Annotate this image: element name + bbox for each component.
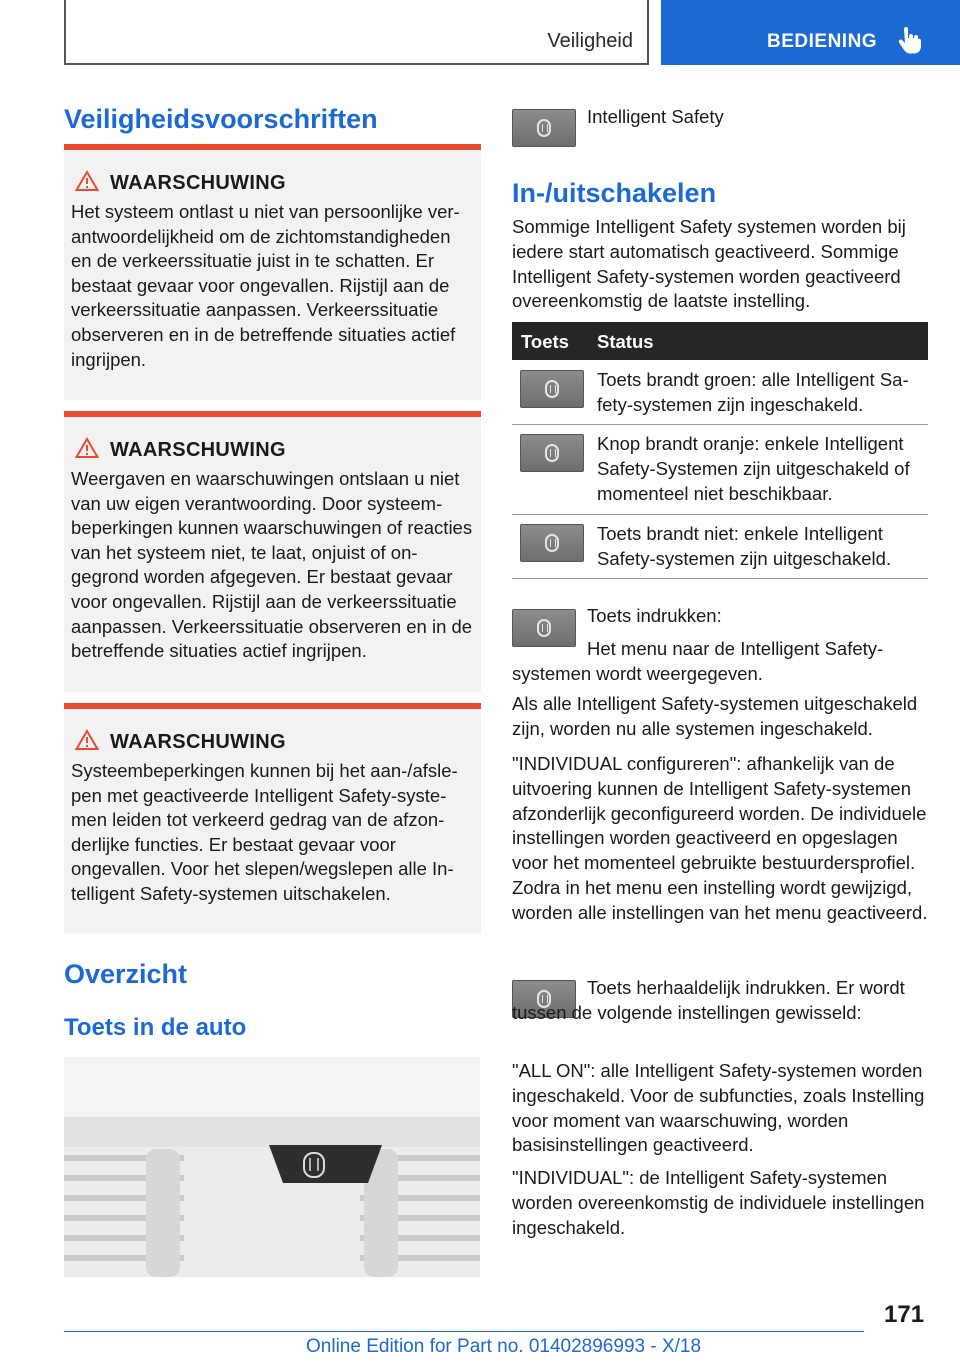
table-header-toets: Toets (521, 331, 569, 352)
header-chapter-tab[interactable] (661, 0, 960, 65)
header-section-box (64, 0, 649, 65)
press-text: Het menu naar de Intelligent Safety-systemen wordt weergegeven. (512, 638, 884, 684)
table-cell-status: Toets brandt groen: alle Intelligent Safety-systemen zijn ingeschakeld. (597, 369, 909, 415)
subsection-title: Toets in de auto (64, 1014, 247, 1041)
intelligent-safety-button-icon (520, 434, 584, 472)
press-title: Toets indrukken: (587, 605, 722, 626)
warning-box-2 (64, 411, 481, 692)
table-row (512, 515, 928, 579)
table-row (512, 425, 928, 515)
header-chapter-label: BEDIENING (767, 31, 878, 52)
warning-label: WAARSCHUWING (110, 439, 286, 461)
warning-box-1 (64, 144, 481, 400)
repeat-text: Toets herhaaldelijk indrukken. Er wordt tussen de volgende instellingen gewisseld: (512, 977, 905, 1023)
footer-divider (64, 1331, 864, 1332)
header-section-title: Veiligheid (547, 30, 633, 52)
warning-triangle-icon (75, 170, 99, 192)
car-button-photo (64, 1057, 480, 1277)
intelligent-safety-button-icon (520, 370, 584, 408)
page-number: 171 (884, 1301, 925, 1328)
intro-paragraph: Sommige Intelligent Safety systemen worden bij iedere start automatisch geactiveerd. Sommige Intelligent Safety-systemen worden geactiveerd overeenkomstig de laatste instelling. (512, 216, 906, 312)
section-title-overview: Overzicht (64, 959, 188, 989)
hand-pointer-icon (898, 27, 922, 55)
footer-edition: Online Edition for Part no. 01402896993 - X/18 (306, 1336, 702, 1357)
paragraph-all-off: Als alle Intelligent Safety-systemen uitgeschakeld zijn, worden nu alle systemen ingeschakeld. (512, 693, 918, 739)
warning-text: Het systeem ontlast u niet van persoonlijke verantwoordelijkheid om de zichtomstandigheden en de verkeerssituatie juist in te schatten. Er bestaat gevaar voor ongevallen. Rijstijl aan de verkeerssituatie aanpassen. Verkeerssituatie observeren en in de betreffende situaties actief ingrijpen. (71, 201, 460, 370)
page-title: Veiligheidsvoorschriften (64, 104, 378, 134)
warning-triangle-icon (75, 729, 99, 751)
warning-triangle-icon (75, 437, 99, 459)
intelligent-safety-button-icon (520, 524, 584, 562)
car-dashboard-illustration (64, 1057, 480, 1277)
warning-text: Systeembeperkingen kunnen bij het aan-/afslepen met geactiveerde Intelligent Safety-systemen leiden tot verkeerd gedrag van de afzonderlijke functies. Er bestaat gevaar voor ongevallen. Voor het slepen/wegslepen alle Intelligent Safety-systemen uitschakelen. (71, 760, 458, 904)
warning-box-3 (64, 703, 481, 933)
warning-text: Weergaven en waarschuwingen ontslaan u niet van uw eigen verantwoording. Door systeembeperkingen kunnen waarschuwingen of reacties van het systeem niet, te laat, onjuist of ongegrond worden afgegeven. Er bestaat gevaar voor ongevallen. Rijstijl aan de verkeerssituatie aanpassen. Verkeerssituatie observeren en in de betreffende situaties actief ingrijpen. (71, 468, 473, 662)
paragraph-all-on: "ALL ON": alle Intelligent Safety-systemen worden ingeschakeld. Voor de subfuncties, zoals Instelling voor moment van waarschuwing, worden basisinstellingen geactiveerd. (512, 1060, 925, 1156)
table-header-status: Status (597, 331, 654, 352)
warning-label: WAARSCHUWING (110, 731, 286, 753)
table-cell-status: Knop brandt oranje: enkele Intelligent Safety-Systemen zijn uitgeschakeld of momenteel niet beschikbaar. (597, 433, 910, 504)
warning-label: WAARSCHUWING (110, 172, 286, 194)
table-header (512, 322, 928, 360)
table-row (512, 361, 928, 425)
paragraph-individual: "INDIVIDUAL": de Intelligent Safety-systemen worden overeenkomstig de individuele instellingen ingeschakeld. (512, 1167, 925, 1238)
table-cell-status: Toets brandt niet: enkele Intelligent Safety-systemen zijn uitgeschakeld. (597, 523, 892, 569)
button-caption: Intelligent Safety (587, 106, 724, 127)
section-title-switch: In-/uitschakelen (512, 178, 717, 208)
intelligent-safety-button-icon (512, 109, 576, 147)
paragraph-individual-config: "INDIVIDUAL configureren": afhankelijk van de uitvoering kunnen de Intelligent Safety-systemen afzonderlijk geconfigureerd worden. De individuele instellingen worden geactiveerd en opgeslagen voor het momenteel gebruikte bestuurdersprofiel. Zodra in het menu een instelling wordt gewijzigd, worden alle instellingen van het menu geactiveerd. (512, 753, 928, 923)
